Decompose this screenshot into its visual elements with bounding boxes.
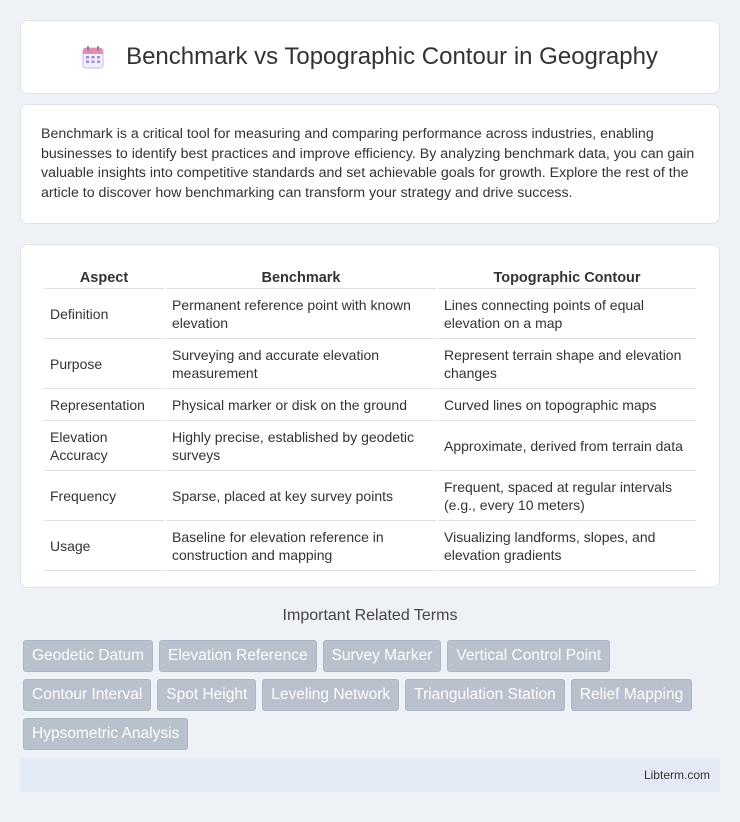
footer-site-link[interactable]: Libterm.com: [643, 768, 710, 782]
related-term-tag[interactable]: Relief Mapping: [571, 679, 692, 711]
related-terms-title: Important Related Terms: [282, 607, 458, 624]
related-term-tag[interactable]: Vertical Control Point: [447, 640, 610, 672]
cell-contour: Visualizing landforms, slopes, and elevation gradients: [438, 521, 696, 571]
related-term-tag[interactable]: Hypsometric Analysis: [23, 718, 188, 750]
cell-benchmark: Surveying and accurate elevation measurement: [166, 339, 436, 389]
cell-contour: Approximate, derived from terrain data: [438, 421, 696, 471]
comparison-table: [42, 265, 698, 571]
related-term-tag[interactable]: Survey Marker: [323, 640, 442, 672]
cell-benchmark: Baseline for elevation reference in construction and mapping: [166, 521, 436, 571]
cell-contour: Frequent, spaced at regular intervals (e.g., every 10 meters): [438, 471, 696, 521]
header-benchmark: Benchmark: [166, 265, 436, 289]
table-row: [44, 521, 696, 571]
intro-paragraph: Benchmark is a critical tool for measuring and comparing performance across industries, enabling businesses to identify best practices and improve efficiency. By analyzing benchmark data, you can gain valuable insights into competitive standards and set achievable goals for growth. Explore the rest of the article to discover how benchmarking can transform your strategy and drive success.: [41, 126, 695, 201]
cell-contour: Represent terrain shape and elevation changes: [438, 339, 696, 389]
related-terms-list: [23, 640, 723, 750]
table-header-row: [44, 265, 696, 289]
header-card: [20, 20, 720, 94]
table-row: [44, 471, 696, 521]
related-term-tag[interactable]: Geodetic Datum: [23, 640, 153, 672]
related-term-tag[interactable]: Elevation Reference: [159, 640, 317, 672]
calendar-icon: [82, 45, 104, 69]
intro-card: [20, 104, 720, 224]
page-title: Benchmark vs Topographic Contour in Geography: [126, 43, 658, 70]
cell-aspect: Representation: [44, 389, 164, 421]
cell-benchmark: Physical marker or disk on the ground: [166, 389, 436, 421]
related-term-tag[interactable]: Contour Interval: [23, 679, 151, 711]
cell-contour: Curved lines on topographic maps: [438, 389, 696, 421]
cell-benchmark: Permanent reference point with known elevation: [166, 289, 436, 339]
cell-benchmark: Sparse, placed at key survey points: [166, 471, 436, 521]
cell-aspect: Frequency: [44, 471, 164, 521]
header-topographic-contour: Topographic Contour: [438, 265, 696, 289]
cell-aspect: Usage: [44, 521, 164, 571]
related-term-tag[interactable]: Spot Height: [157, 679, 256, 711]
table-row: [44, 339, 696, 389]
header-aspect: Aspect: [44, 265, 164, 289]
cell-contour: Lines connecting points of equal elevation on a map: [438, 289, 696, 339]
comparison-card: [20, 244, 720, 588]
footer: [20, 758, 720, 792]
cell-aspect: Definition: [44, 289, 164, 339]
title-wrap: [82, 43, 658, 71]
cell-benchmark: Highly precise, established by geodetic surveys: [166, 421, 436, 471]
table-row: [44, 289, 696, 339]
related-term-tag[interactable]: Triangulation Station: [405, 679, 565, 711]
table-row: [44, 389, 696, 421]
cell-aspect: Elevation Accuracy: [44, 421, 164, 471]
table-row: [44, 421, 696, 471]
related-term-tag[interactable]: Leveling Network: [262, 679, 399, 711]
cell-aspect: Purpose: [44, 339, 164, 389]
